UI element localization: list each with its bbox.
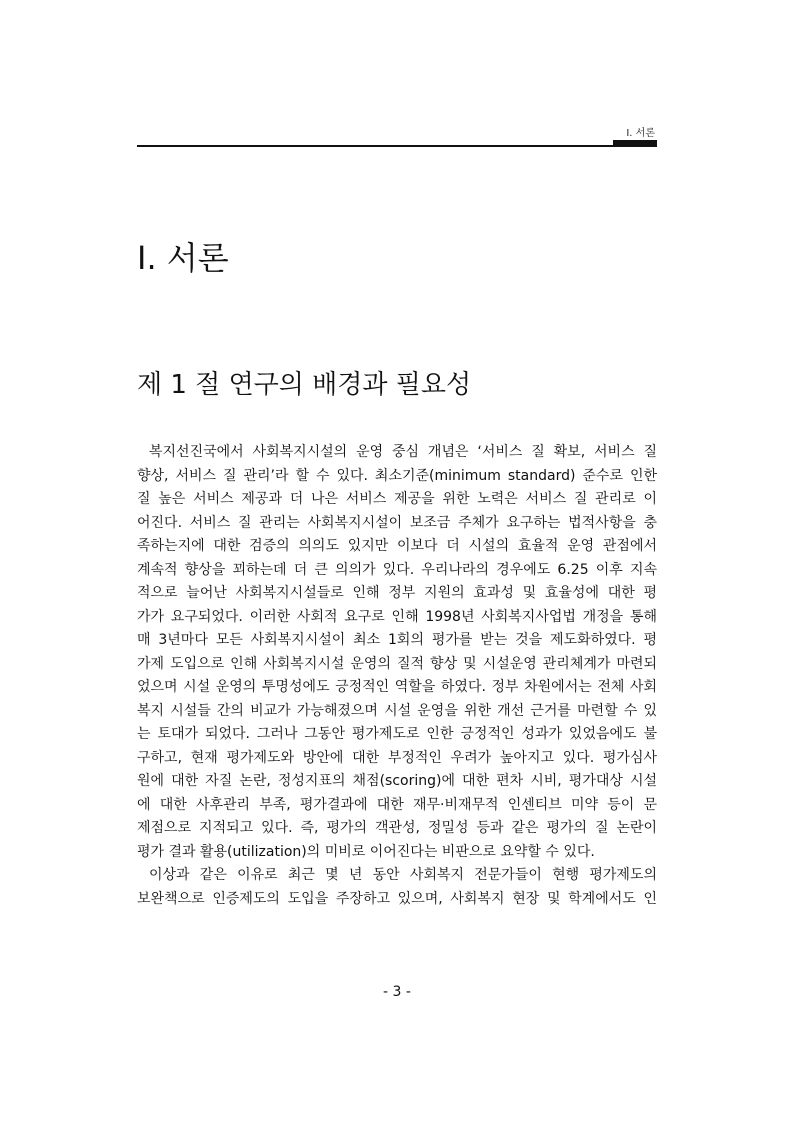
paragraph-line: 가가 요구되었다. 이러한 사회적 요구로 인해 1998년 사회복지사업법 개정을 통해 xyxy=(137,608,657,625)
page-number: - 3 - xyxy=(383,984,411,1000)
paragraph-line: 구하고, 현재 평가제도와 방안에 대한 부정적인 우려가 높아지고 있다. 평가심사 xyxy=(137,749,657,766)
paragraph-line: 복지 시설들 간의 비교가 가능해졌으며 시설 운영을 위한 개선 근거를 마련할 수 있 xyxy=(137,702,657,719)
paragraph-line: 어진다. 서비스 질 관리는 사회복지시설이 보조금 주체가 요구하는 법적사항을 충 xyxy=(137,514,657,531)
body-text xyxy=(137,441,657,911)
running-header: Ⅰ. 서론 xyxy=(626,128,655,139)
chapter-title: Ⅰ. 서론 xyxy=(137,239,229,277)
paragraph-line: 질 높은 서비스 제공과 더 나은 서비스 제공을 위한 노력은 서비스 질 관리로 이 xyxy=(137,491,657,507)
section-title: 제 1 절 연구의 배경과 필요성 xyxy=(137,370,472,400)
paragraph-line: 제점으로 지적되고 있다. 즉, 평가의 객관성, 정밀성 등과 같은 평가의 질 논란이 xyxy=(137,820,657,836)
paragraph-line: 는 토대가 되었다. 그러나 그동안 평가제도로 인한 긍정적인 성과가 있었음에도 불 xyxy=(137,726,657,742)
paragraph-line: 가제 도입으로 인해 사회복지시설 운영의 질적 향상 및 시설운영 관리체계가 마련되 xyxy=(137,655,657,672)
paragraph-line: 었으며 시설 운영의 투명성에도 긍정적인 역할을 하였다. 정부 차원에서는 전체 사회 xyxy=(137,679,657,695)
header-rule xyxy=(137,145,657,147)
paragraph-line: 평가 결과 활용(utilization)의 미비로 이어진다는 비판으로 요약할 수 있다. xyxy=(137,843,595,860)
paragraph-line: 원에 대한 자질 논란, 정성지표의 채점(scoring)에 대한 편차 시비, 평가대상 시설 xyxy=(137,773,657,789)
paragraph-line: 에 대한 사후관리 부족, 평가결과에 대한 재무·비재무적 인센티브 미약 등이 문 xyxy=(137,796,657,813)
paragraph-line: 복지선진국에서 사회복지시설의 운영 중심 개념은 ‘서비스 질 확보, 서비스 질 xyxy=(149,444,657,460)
paragraph-line: 족하는지에 대한 검증의 의의도 있지만 이보다 더 시설의 효율적 운영 관점에서 xyxy=(137,538,657,554)
paragraph-line: 향상, 서비스 질 관리’라 할 수 있다. 최소기준(minimum standard) 준수로 인한 xyxy=(137,467,657,484)
paragraph-line: 보완책으로 인증제도의 도입을 주장하고 있으며, 사회복지 현장 및 학계에서도 인 xyxy=(137,890,657,907)
paragraph-line: 매 3년마다 모든 사회복지시설이 최소 1회의 평가를 받는 것을 제도화하였다. 평 xyxy=(137,632,657,648)
paragraph-line: 이상과 같은 이유로 최근 몇 년 동안 사회복지 전문가들이 현행 평가제도의 xyxy=(149,867,657,883)
paragraph-line: 적으로 늘어난 사회복지시설들로 인해 정부 지원의 효과성 및 효율성에 대한 평 xyxy=(137,585,657,601)
paragraph-line: 계속적 향상을 꾀하는데 더 큰 의의가 있다. 우리나라의 경우에도 6.25 이후 지속 xyxy=(137,561,657,578)
